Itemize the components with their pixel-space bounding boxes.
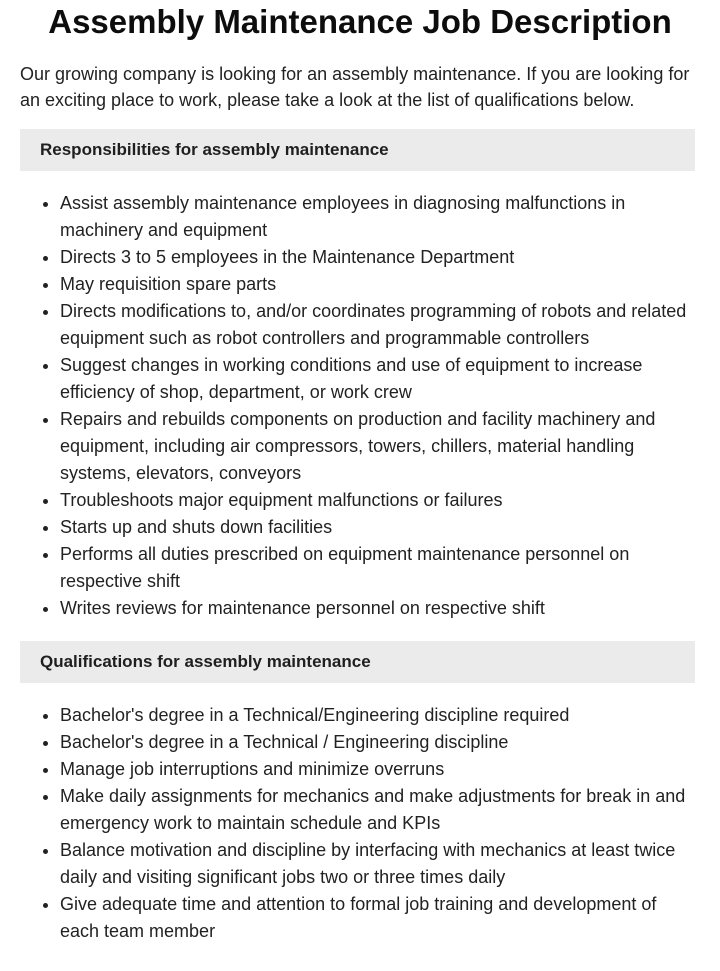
list-item: • Make daily assignments for mechanics and make adjustments for break in and emergency work to maintain schedule and KPIs bbox=[60, 783, 700, 837]
intro-paragraph: Our growing company is looking for an assembly maintenance. If you are looking for an exciting place to work, please take a look at the list of qualifications below. bbox=[20, 64, 690, 110]
list-item: • May requisition spare parts bbox=[60, 271, 700, 298]
list-item: • Repairs and rebuilds components on production and facility machinery and equipment, including air compressors, towers, chillers, material handling systems, elevators, conveyors bbox=[60, 406, 700, 487]
list-item: • Directs modifications to, and/or coordinates programming of robots and related equipment such as robot controllers and programmable controllers bbox=[60, 298, 700, 352]
page-title: Assembly Maintenance Job Description bbox=[48, 3, 672, 40]
list-item: • Bachelor's degree in a Technical / Engineering discipline bbox=[60, 729, 700, 756]
list-item: • Bachelor's degree in a Technical/Engineering discipline required bbox=[60, 702, 700, 729]
qualifications-list bbox=[20, 702, 700, 945]
responsibilities-heading: Responsibilities for assembly maintenance bbox=[20, 129, 695, 171]
list-item: • Give adequate time and attention to formal job training and development of each team member bbox=[60, 891, 700, 945]
list-item: • Writes reviews for maintenance personnel on respective shift bbox=[60, 595, 700, 622]
list-item: • Balance motivation and discipline by interfacing with mechanics at least twice daily and visiting significant jobs two or three times daily bbox=[60, 837, 700, 891]
list-item: • Starts up and shuts down facilities bbox=[60, 514, 700, 541]
list-item: • Manage job interruptions and minimize overruns bbox=[60, 756, 700, 783]
responsibilities-list bbox=[20, 190, 700, 622]
qualifications-heading: Qualifications for assembly maintenance bbox=[20, 641, 695, 683]
list-item: • Directs 3 to 5 employees in the Maintenance Department bbox=[60, 244, 700, 271]
list-item: • Suggest changes in working conditions and use of equipment to increase efficiency of shop, department, or work crew bbox=[60, 352, 700, 406]
list-item: • Assist assembly maintenance employees in diagnosing malfunctions in machinery and equipment bbox=[60, 190, 700, 244]
list-item: • Troubleshoots major equipment malfunctions or failures bbox=[60, 487, 700, 514]
list-item: • Performs all duties prescribed on equipment maintenance personnel on respective shift bbox=[60, 541, 700, 595]
